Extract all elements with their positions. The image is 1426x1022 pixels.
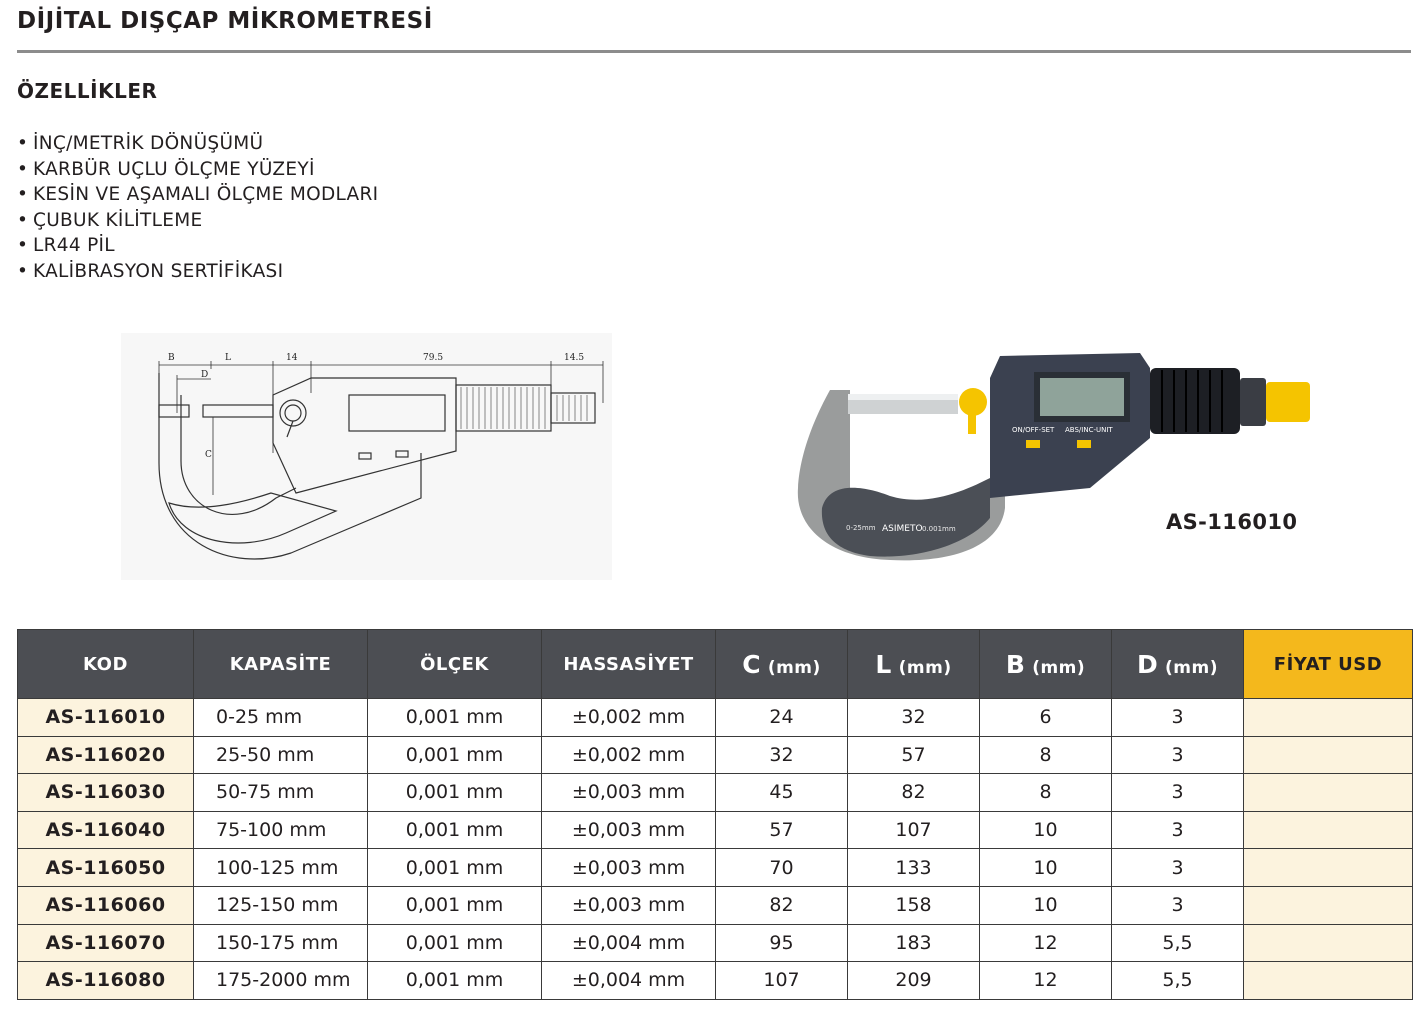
header-fiyat: FİYAT USD xyxy=(1244,630,1413,699)
cell-c: 32 xyxy=(716,736,848,774)
table-header-row xyxy=(18,630,1413,699)
cell-d: 3 xyxy=(1112,774,1244,812)
header-b: B (mm) xyxy=(980,630,1112,699)
cell-kapasite: 25-50 mm xyxy=(194,736,368,774)
cell-b: 10 xyxy=(980,886,1112,924)
cell-l: 158 xyxy=(848,886,980,924)
cell-l: 183 xyxy=(848,924,980,962)
cell-olcek: 0,001 mm xyxy=(368,699,542,737)
bullet: • xyxy=(17,260,29,282)
cell-c: 95 xyxy=(716,924,848,962)
cell-kapasite: 100-125 mm xyxy=(194,849,368,887)
table-row xyxy=(18,849,1413,887)
cell-b: 10 xyxy=(980,849,1112,887)
cell-olcek: 0,001 mm xyxy=(368,811,542,849)
cell-hassasiyet: ±0,004 mm xyxy=(542,962,716,1000)
dim-79-5-label: 79.5 xyxy=(423,353,444,363)
cell-d: 3 xyxy=(1112,886,1244,924)
feature-item: • ÇUBUK KİLİTLEME xyxy=(17,208,378,234)
cell-hassasiyet: ±0,003 mm xyxy=(542,774,716,812)
cell-olcek: 0,001 mm xyxy=(368,962,542,1000)
cell-kapasite: 75-100 mm xyxy=(194,811,368,849)
cell-olcek: 0,001 mm xyxy=(368,736,542,774)
table-row xyxy=(18,736,1413,774)
cell-b: 12 xyxy=(980,924,1112,962)
cell-b: 8 xyxy=(980,774,1112,812)
product-model-code: AS-116010 xyxy=(1166,510,1298,534)
cell-c: 70 xyxy=(716,849,848,887)
product-photo xyxy=(790,348,1320,568)
table-row xyxy=(18,962,1413,1000)
cell-hassasiyet: ±0,002 mm xyxy=(542,699,716,737)
technical-drawing xyxy=(121,333,612,580)
cell-c: 107 xyxy=(716,962,848,1000)
cell-kod: AS-116050 xyxy=(18,849,194,887)
cell-l: 107 xyxy=(848,811,980,849)
bullet: • xyxy=(17,184,29,206)
cell-kapasite: 50-75 mm xyxy=(194,774,368,812)
cell-kapasite: 175-2000 mm xyxy=(194,962,368,1000)
header-c: C (mm) xyxy=(716,630,848,699)
cell-d: 5,5 xyxy=(1112,924,1244,962)
cell-kod: AS-116080 xyxy=(18,962,194,1000)
cell-fiyat xyxy=(1244,774,1413,812)
cell-fiyat xyxy=(1244,924,1413,962)
cell-fiyat xyxy=(1244,849,1413,887)
cell-c: 82 xyxy=(716,886,848,924)
cell-fiyat xyxy=(1244,962,1413,1000)
cell-olcek: 0,001 mm xyxy=(368,886,542,924)
cell-fiyat xyxy=(1244,736,1413,774)
cell-b: 10 xyxy=(980,811,1112,849)
cell-hassasiyet: ±0,002 mm xyxy=(542,736,716,774)
bullet: • xyxy=(17,235,29,257)
cell-kod: AS-116020 xyxy=(18,736,194,774)
cell-hassasiyet: ±0,003 mm xyxy=(542,849,716,887)
cell-olcek: 0,001 mm xyxy=(368,924,542,962)
cell-olcek: 0,001 mm xyxy=(368,849,542,887)
table-row xyxy=(18,811,1413,849)
cell-d: 3 xyxy=(1112,811,1244,849)
cell-l: 57 xyxy=(848,736,980,774)
cell-l: 32 xyxy=(848,699,980,737)
cell-l: 209 xyxy=(848,962,980,1000)
cell-kod: AS-116010 xyxy=(18,699,194,737)
cell-fiyat xyxy=(1244,699,1413,737)
cell-hassasiyet: ±0,003 mm xyxy=(542,886,716,924)
spec-table xyxy=(17,629,1413,1000)
cell-b: 12 xyxy=(980,962,1112,1000)
header-d: D (mm) xyxy=(1112,630,1244,699)
dim-14-5-label: 14.5 xyxy=(564,353,585,363)
cell-d: 3 xyxy=(1112,849,1244,887)
header-kod: KOD xyxy=(18,630,194,699)
cell-olcek: 0,001 mm xyxy=(368,774,542,812)
table-body xyxy=(18,699,1413,1000)
onoff-set-label: ON/OFF-SET xyxy=(1012,426,1055,434)
cell-b: 6 xyxy=(980,699,1112,737)
cell-kod: AS-116030 xyxy=(18,774,194,812)
cell-hassasiyet: ±0,003 mm xyxy=(542,811,716,849)
table-row xyxy=(18,924,1413,962)
header-hassasiyet: HASSASİYET xyxy=(542,630,716,699)
table-row xyxy=(18,886,1413,924)
table-row xyxy=(18,699,1413,737)
cell-d: 5,5 xyxy=(1112,962,1244,1000)
brand-print: ASIMETO xyxy=(882,524,923,534)
cell-d: 3 xyxy=(1112,736,1244,774)
header-olcek: ÖLÇEK xyxy=(368,630,542,699)
feature-item: • KESİN VE AŞAMALI ÖLÇME MODLARI xyxy=(17,182,378,208)
cell-kod: AS-116070 xyxy=(18,924,194,962)
dim-14-label: 14 xyxy=(286,353,298,363)
bullet: • xyxy=(17,158,29,180)
table-row xyxy=(18,774,1413,812)
cell-kapasite: 150-175 mm xyxy=(194,924,368,962)
dim-c-label: C xyxy=(205,450,212,460)
dim-b-label: B xyxy=(168,353,175,363)
header-l: L (mm) xyxy=(848,630,980,699)
features-list xyxy=(17,131,378,285)
cell-l: 133 xyxy=(848,849,980,887)
header-kapasite: KAPASİTE xyxy=(194,630,368,699)
cell-c: 24 xyxy=(716,699,848,737)
cell-fiyat xyxy=(1244,811,1413,849)
cell-c: 45 xyxy=(716,774,848,812)
frame-resolution-print: 0.001mm xyxy=(922,525,956,533)
cell-l: 82 xyxy=(848,774,980,812)
abs-inc-unit-label: ABS/INC-UNIT xyxy=(1065,426,1113,434)
cell-kod: AS-116040 xyxy=(18,811,194,849)
dim-l-label: L xyxy=(225,353,231,363)
cell-d: 3 xyxy=(1112,699,1244,737)
cell-c: 57 xyxy=(716,811,848,849)
bullet: • xyxy=(17,133,29,154)
feature-item: • İNÇ/METRİK DÖNÜŞÜMÜ xyxy=(17,131,378,157)
dim-d-label: D xyxy=(201,370,209,380)
cell-hassasiyet: ±0,004 mm xyxy=(542,924,716,962)
cell-kapasite: 125-150 mm xyxy=(194,886,368,924)
cell-kapasite: 0-25 mm xyxy=(194,699,368,737)
title-divider xyxy=(17,50,1411,53)
feature-item: • KALİBRASYON SERTİFİKASI xyxy=(17,259,378,285)
frame-range-print: 0-25mm xyxy=(846,524,876,532)
cell-fiyat xyxy=(1244,886,1413,924)
feature-item: • KARBÜR UÇLU ÖLÇME YÜZEYİ xyxy=(17,157,378,183)
feature-item: • LR44 PİL xyxy=(17,233,378,259)
cell-kod: AS-116060 xyxy=(18,886,194,924)
features-heading: ÖZELLİKLER xyxy=(17,79,158,103)
cell-b: 8 xyxy=(980,736,1112,774)
page-title: DİJİTAL DIŞÇAP MİKROMETRESİ xyxy=(17,8,433,34)
bullet: • xyxy=(17,209,29,231)
